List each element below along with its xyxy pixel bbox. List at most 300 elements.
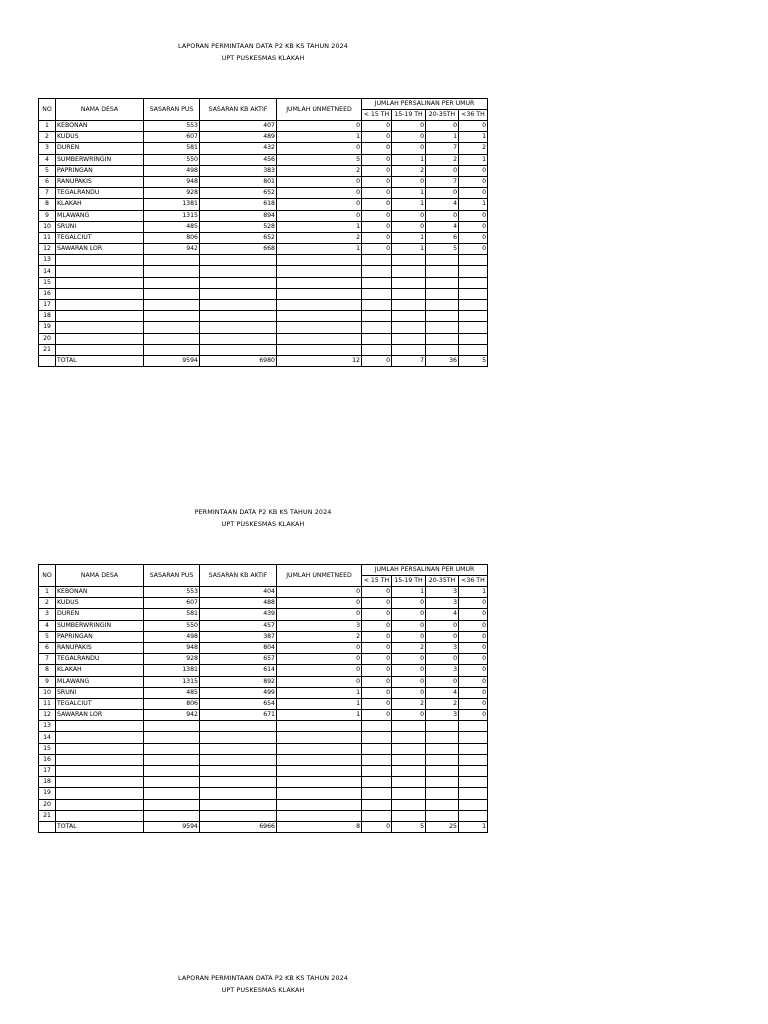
cell-sasaran-kb-aktif: 801 [200,176,277,187]
header-jumlah-unmetneed: JUMLAH UNMETNEED [277,565,362,587]
cell-jumlah-unmetneed [277,333,362,344]
cell-age-20-35 [426,277,459,288]
cell-sasaran-pus: 553 [144,587,200,598]
cell-nama-desa: KLAKAH [56,665,144,676]
cell-sasaran-pus: 948 [144,642,200,653]
cell-jumlah-unmetneed [277,777,362,788]
cell-nama-desa [56,721,144,732]
cell-jumlah-unmetneed: 0 [277,642,362,653]
cell-nama-desa: SUMBERWRINGIN [56,154,144,165]
cell-sasaran-kb-aktif [200,743,277,754]
cell-age-20-35 [426,810,459,821]
cell-age-20-35 [426,732,459,743]
cell-age-lt15: 0 [362,355,392,366]
cell-nama-desa: TEGALCIUT [56,232,144,243]
cell-age-36: 0 [459,665,488,676]
cell-age-20-35: 5 [426,244,459,255]
cell-jumlah-unmetneed [277,344,362,355]
cell-age-20-35: 0 [426,676,459,687]
cell-jumlah-unmetneed: 0 [277,587,362,598]
cell-jumlah-unmetneed [277,300,362,311]
cell-age-15-19 [392,777,426,788]
cell-age-20-35: 36 [426,355,459,366]
cell-no: 19 [39,788,56,799]
cell-jumlah-unmetneed: 0 [277,121,362,132]
cell-sasaran-pus [144,754,200,765]
cell-sasaran-pus [144,288,200,299]
cell-sasaran-kb-aktif: 614 [200,665,277,676]
cell-sasaran-kb-aktif [200,788,277,799]
cell-jumlah-unmetneed: 12 [277,355,362,366]
cell-age-36: 2 [459,143,488,154]
cell-age-20-35 [426,777,459,788]
cell-age-36: 0 [459,698,488,709]
cell-age-20-35 [426,255,459,266]
cell-sasaran-pus: 9594 [144,821,200,832]
cell-age-36: 0 [459,710,488,721]
cell-age-lt15: 0 [362,143,392,154]
cell-no: 1 [39,121,56,132]
cell-sasaran-kb-aktif [200,277,277,288]
cell-no: 18 [39,777,56,788]
cell-sasaran-pus: 485 [144,221,200,232]
cell-age-lt15: 0 [362,587,392,598]
table-row [39,587,488,598]
cell-jumlah-unmetneed [277,754,362,765]
cell-sasaran-kb-aktif: 657 [200,654,277,665]
cell-age-lt15: 0 [362,698,392,709]
cell-age-15-19 [392,266,426,277]
cell-no: 15 [39,743,56,754]
cell-no [39,821,56,832]
cell-age-36: 1 [459,587,488,598]
cell-age-36: 0 [459,165,488,176]
cell-no: 16 [39,288,56,299]
cell-sasaran-pus: 1315 [144,210,200,221]
cell-nama-desa: RANUPAKIS [56,176,144,187]
cell-jumlah-unmetneed [277,288,362,299]
cell-sasaran-pus: 942 [144,710,200,721]
cell-nama-desa: KEBONAN [56,587,144,598]
cell-jumlah-unmetneed: 1 [277,221,362,232]
cell-age-15-19: 0 [392,687,426,698]
cell-age-15-19 [392,810,426,821]
cell-age-36: 0 [459,244,488,255]
cell-age-lt15: 0 [362,631,392,642]
cell-age-20-35: 3 [426,665,459,676]
cell-nama-desa: TOTAL [56,821,144,832]
cell-sasaran-kb-aktif: 432 [200,143,277,154]
cell-jumlah-unmetneed: 1 [277,244,362,255]
cell-sasaran-kb-aktif: 804 [200,642,277,653]
header-no: NO [39,99,56,121]
table-row [39,609,488,620]
cell-no: 8 [39,199,56,210]
cell-age-15-19 [392,288,426,299]
cell-sasaran-pus [144,766,200,777]
cell-no: 7 [39,654,56,665]
cell-no: 14 [39,732,56,743]
cell-age-lt15 [362,333,392,344]
cell-nama-desa [56,322,144,333]
cell-no: 2 [39,598,56,609]
cell-jumlah-unmetneed: 1 [277,132,362,143]
cell-nama-desa [56,810,144,821]
cell-age-36: 1 [459,154,488,165]
cell-sasaran-kb-aktif: 489 [200,132,277,143]
cell-sasaran-kb-aktif: 671 [200,710,277,721]
cell-nama-desa [56,288,144,299]
cell-sasaran-pus: 928 [144,188,200,199]
cell-no: 14 [39,266,56,277]
cell-sasaran-kb-aktif [200,777,277,788]
cell-sasaran-kb-aktif [200,732,277,743]
cell-age-15-19: 0 [392,665,426,676]
cell-age-lt15: 0 [362,210,392,221]
cell-age-lt15 [362,300,392,311]
header-sasaran-kb-aktif: SASARAN KB AKTIF [200,99,277,121]
cell-sasaran-pus: 1381 [144,199,200,210]
cell-sasaran-kb-aktif: 457 [200,620,277,631]
cell-nama-desa [56,732,144,743]
cell-age-lt15 [362,277,392,288]
cell-sasaran-kb-aktif [200,344,277,355]
cell-age-lt15 [362,799,392,810]
cell-age-15-19: 0 [392,210,426,221]
cell-age-15-19 [392,721,426,732]
cell-sasaran-pus: 942 [144,244,200,255]
cell-sasaran-pus [144,322,200,333]
cell-sasaran-kb-aktif: 383 [200,165,277,176]
cell-age-36 [459,322,488,333]
cell-no: 9 [39,676,56,687]
cell-age-15-19: 0 [392,598,426,609]
table-row [39,121,488,132]
cell-age-36 [459,344,488,355]
cell-jumlah-unmetneed: 2 [277,232,362,243]
header-age-15-19: 15-19 TH [392,576,426,587]
table-row [39,665,488,676]
cell-age-15-19 [392,799,426,810]
cell-sasaran-pus: 553 [144,121,200,132]
header-persalinan-group: JUMLAH PERSALINAN PER UMUR [362,565,488,576]
report-1-table [38,98,488,367]
cell-sasaran-pus [144,721,200,732]
cell-age-36 [459,721,488,732]
cell-no: 15 [39,277,56,288]
cell-sasaran-pus [144,255,200,266]
cell-sasaran-pus [144,333,200,344]
cell-nama-desa [56,743,144,754]
cell-age-15-19 [392,732,426,743]
cell-no: 18 [39,311,56,322]
cell-age-lt15 [362,721,392,732]
cell-nama-desa: TEGALRANDU [56,654,144,665]
cell-no: 4 [39,154,56,165]
cell-sasaran-kb-aktif [200,266,277,277]
cell-nama-desa: DUREN [56,609,144,620]
cell-age-36: 5 [459,355,488,366]
cell-jumlah-unmetneed [277,788,362,799]
cell-jumlah-unmetneed: 0 [277,654,362,665]
cell-age-lt15: 0 [362,188,392,199]
cell-no: 8 [39,665,56,676]
cell-jumlah-unmetneed: 0 [277,676,362,687]
table-row [39,143,488,154]
cell-age-lt15: 0 [362,199,392,210]
cell-sasaran-pus: 485 [144,687,200,698]
cell-no: 17 [39,766,56,777]
header-jumlah-unmetneed: JUMLAH UNMETNEED [277,99,362,121]
cell-sasaran-pus [144,732,200,743]
table-row [39,631,488,642]
cell-nama-desa: MLAWANG [56,676,144,687]
cell-age-15-19 [392,277,426,288]
cell-sasaran-kb-aktif: 456 [200,154,277,165]
cell-age-36: 0 [459,210,488,221]
cell-age-20-35: 0 [426,654,459,665]
cell-age-36 [459,766,488,777]
cell-age-36: 1 [459,199,488,210]
cell-sasaran-kb-aktif: 652 [200,188,277,199]
cell-sasaran-pus [144,743,200,754]
cell-jumlah-unmetneed: 3 [277,620,362,631]
cell-sasaran-pus: 581 [144,609,200,620]
cell-jumlah-unmetneed: 0 [277,199,362,210]
cell-sasaran-kb-aktif: 488 [200,598,277,609]
cell-age-lt15: 0 [362,221,392,232]
cell-nama-desa: KLAKAH [56,199,144,210]
cell-age-36 [459,255,488,266]
cell-sasaran-pus: 607 [144,132,200,143]
cell-sasaran-kb-aktif: 6980 [200,355,277,366]
cell-age-lt15: 0 [362,121,392,132]
cell-age-36 [459,810,488,821]
table-row [39,754,488,765]
cell-jumlah-unmetneed: 0 [277,210,362,221]
cell-sasaran-kb-aktif: 618 [200,199,277,210]
cell-age-15-19 [392,344,426,355]
cell-age-15-19: 0 [392,221,426,232]
cell-age-lt15 [362,311,392,322]
cell-age-20-35: 0 [426,188,459,199]
cell-no: 11 [39,698,56,709]
cell-age-15-19: 1 [392,232,426,243]
cell-age-lt15 [362,754,392,765]
cell-age-20-35: 1 [426,132,459,143]
table-row [39,266,488,277]
cell-nama-desa: PAPRINGAN [56,631,144,642]
cell-no: 6 [39,176,56,187]
cell-age-20-35 [426,799,459,810]
cell-no: 6 [39,642,56,653]
report-1-subtitle: UPT PUSKESMAS KLAKAH [221,54,305,62]
cell-jumlah-unmetneed: 2 [277,165,362,176]
cell-jumlah-unmetneed [277,799,362,810]
header-sasaran-kb-aktif: SASARAN KB AKTIF [200,565,277,587]
cell-age-36: 0 [459,188,488,199]
cell-age-15-19 [392,300,426,311]
report-3-subtitle: UPT PUSKESMAS KLAKAH [221,986,305,994]
report-2-table [38,564,488,833]
cell-age-lt15: 0 [362,665,392,676]
cell-age-20-35: 0 [426,210,459,221]
cell-no: 20 [39,333,56,344]
cell-sasaran-pus: 806 [144,698,200,709]
cell-age-15-19: 2 [392,165,426,176]
cell-sasaran-pus [144,300,200,311]
cell-age-20-35: 3 [426,598,459,609]
cell-no: 5 [39,165,56,176]
cell-no: 10 [39,221,56,232]
cell-no: 21 [39,810,56,821]
cell-age-15-19: 2 [392,642,426,653]
cell-age-20-35: 4 [426,199,459,210]
cell-no: 10 [39,687,56,698]
table-row [39,244,488,255]
cell-age-15-19 [392,311,426,322]
cell-age-20-35: 4 [426,609,459,620]
table-row [39,132,488,143]
cell-age-36 [459,333,488,344]
cell-age-lt15: 0 [362,642,392,653]
table-row [39,620,488,631]
cell-jumlah-unmetneed: 1 [277,687,362,698]
cell-age-36: 0 [459,676,488,687]
report-3-title: LAPORAN PERMINTAAN DATA P2 KB KS TAHUN 2024 [178,974,348,982]
cell-age-lt15: 0 [362,676,392,687]
cell-jumlah-unmetneed: 5 [277,154,362,165]
cell-age-15-19 [392,754,426,765]
cell-age-36 [459,266,488,277]
cell-sasaran-kb-aktif: 404 [200,587,277,598]
cell-age-lt15: 0 [362,821,392,832]
table-row [39,255,488,266]
table-row [39,322,488,333]
cell-sasaran-kb-aktif: 387 [200,631,277,642]
cell-nama-desa: DUREN [56,143,144,154]
report-1-title: LAPORAN PERMINTAAN DATA P2 KB KS TAHUN 2024 [178,42,348,50]
cell-age-20-35: 0 [426,631,459,642]
cell-jumlah-unmetneed: 0 [277,609,362,620]
table-row [39,165,488,176]
cell-age-20-35 [426,766,459,777]
cell-sasaran-pus: 1381 [144,665,200,676]
cell-age-20-35: 2 [426,154,459,165]
cell-no: 12 [39,244,56,255]
cell-age-lt15 [362,788,392,799]
cell-jumlah-unmetneed: 0 [277,176,362,187]
cell-age-20-35: 0 [426,121,459,132]
cell-age-lt15: 0 [362,620,392,631]
cell-age-lt15 [362,743,392,754]
cell-age-20-35: 0 [426,165,459,176]
cell-sasaran-pus: 581 [144,143,200,154]
header-sasaran-pus: SASARAN PUS [144,99,200,121]
cell-no: 21 [39,344,56,355]
cell-age-20-35: 4 [426,687,459,698]
header-nama-desa: NAMA DESA [56,565,144,587]
cell-sasaran-pus [144,788,200,799]
cell-age-36: 0 [459,642,488,653]
cell-jumlah-unmetneed: 0 [277,665,362,676]
cell-sasaran-kb-aktif [200,810,277,821]
cell-sasaran-pus: 948 [144,176,200,187]
cell-age-20-35 [426,344,459,355]
table-row [39,333,488,344]
cell-age-lt15 [362,732,392,743]
cell-sasaran-kb-aktif [200,255,277,266]
cell-age-36 [459,754,488,765]
cell-age-20-35 [426,266,459,277]
cell-no: 16 [39,754,56,765]
cell-age-15-19: 7 [392,355,426,366]
cell-age-lt15 [362,255,392,266]
cell-sasaran-pus: 498 [144,631,200,642]
cell-nama-desa: TEGALRANDU [56,188,144,199]
cell-age-lt15 [362,766,392,777]
cell-age-36 [459,300,488,311]
cell-age-36: 0 [459,631,488,642]
cell-age-15-19: 1 [392,587,426,598]
cell-age-15-19: 0 [392,609,426,620]
cell-nama-desa: MLAWANG [56,210,144,221]
table-row [39,154,488,165]
cell-age-20-35 [426,743,459,754]
cell-nama-desa [56,311,144,322]
cell-sasaran-kb-aktif [200,300,277,311]
cell-age-36: 0 [459,598,488,609]
cell-no: 3 [39,143,56,154]
cell-sasaran-kb-aktif: 652 [200,232,277,243]
cell-age-20-35 [426,311,459,322]
cell-nama-desa: SRUNI [56,687,144,698]
cell-age-lt15 [362,344,392,355]
cell-nama-desa [56,300,144,311]
cell-no: 11 [39,232,56,243]
cell-age-lt15: 0 [362,232,392,243]
cell-age-15-19: 1 [392,244,426,255]
table-row [39,799,488,810]
cell-age-20-35 [426,788,459,799]
cell-sasaran-kb-aktif: 439 [200,609,277,620]
cell-age-15-19 [392,788,426,799]
table-row [39,721,488,732]
table-row [39,311,488,322]
cell-no: 5 [39,631,56,642]
header-sasaran-pus: SASARAN PUS [144,565,200,587]
cell-age-36: 0 [459,609,488,620]
cell-age-15-19: 2 [392,698,426,709]
cell-age-20-35 [426,288,459,299]
cell-age-15-19: 1 [392,188,426,199]
table-row [39,277,488,288]
cell-sasaran-kb-aktif: 892 [200,676,277,687]
cell-jumlah-unmetneed [277,743,362,754]
cell-jumlah-unmetneed: 1 [277,698,362,709]
cell-jumlah-unmetneed [277,810,362,821]
cell-age-lt15: 0 [362,687,392,698]
cell-nama-desa [56,766,144,777]
cell-sasaran-pus: 1315 [144,676,200,687]
cell-age-15-19: 0 [392,676,426,687]
cell-age-20-35: 6 [426,232,459,243]
report-2-subtitle: UPT PUSKESMAS KLAKAH [221,520,305,528]
cell-age-20-35 [426,300,459,311]
cell-age-lt15: 0 [362,244,392,255]
cell-no [39,355,56,366]
cell-no: 7 [39,188,56,199]
